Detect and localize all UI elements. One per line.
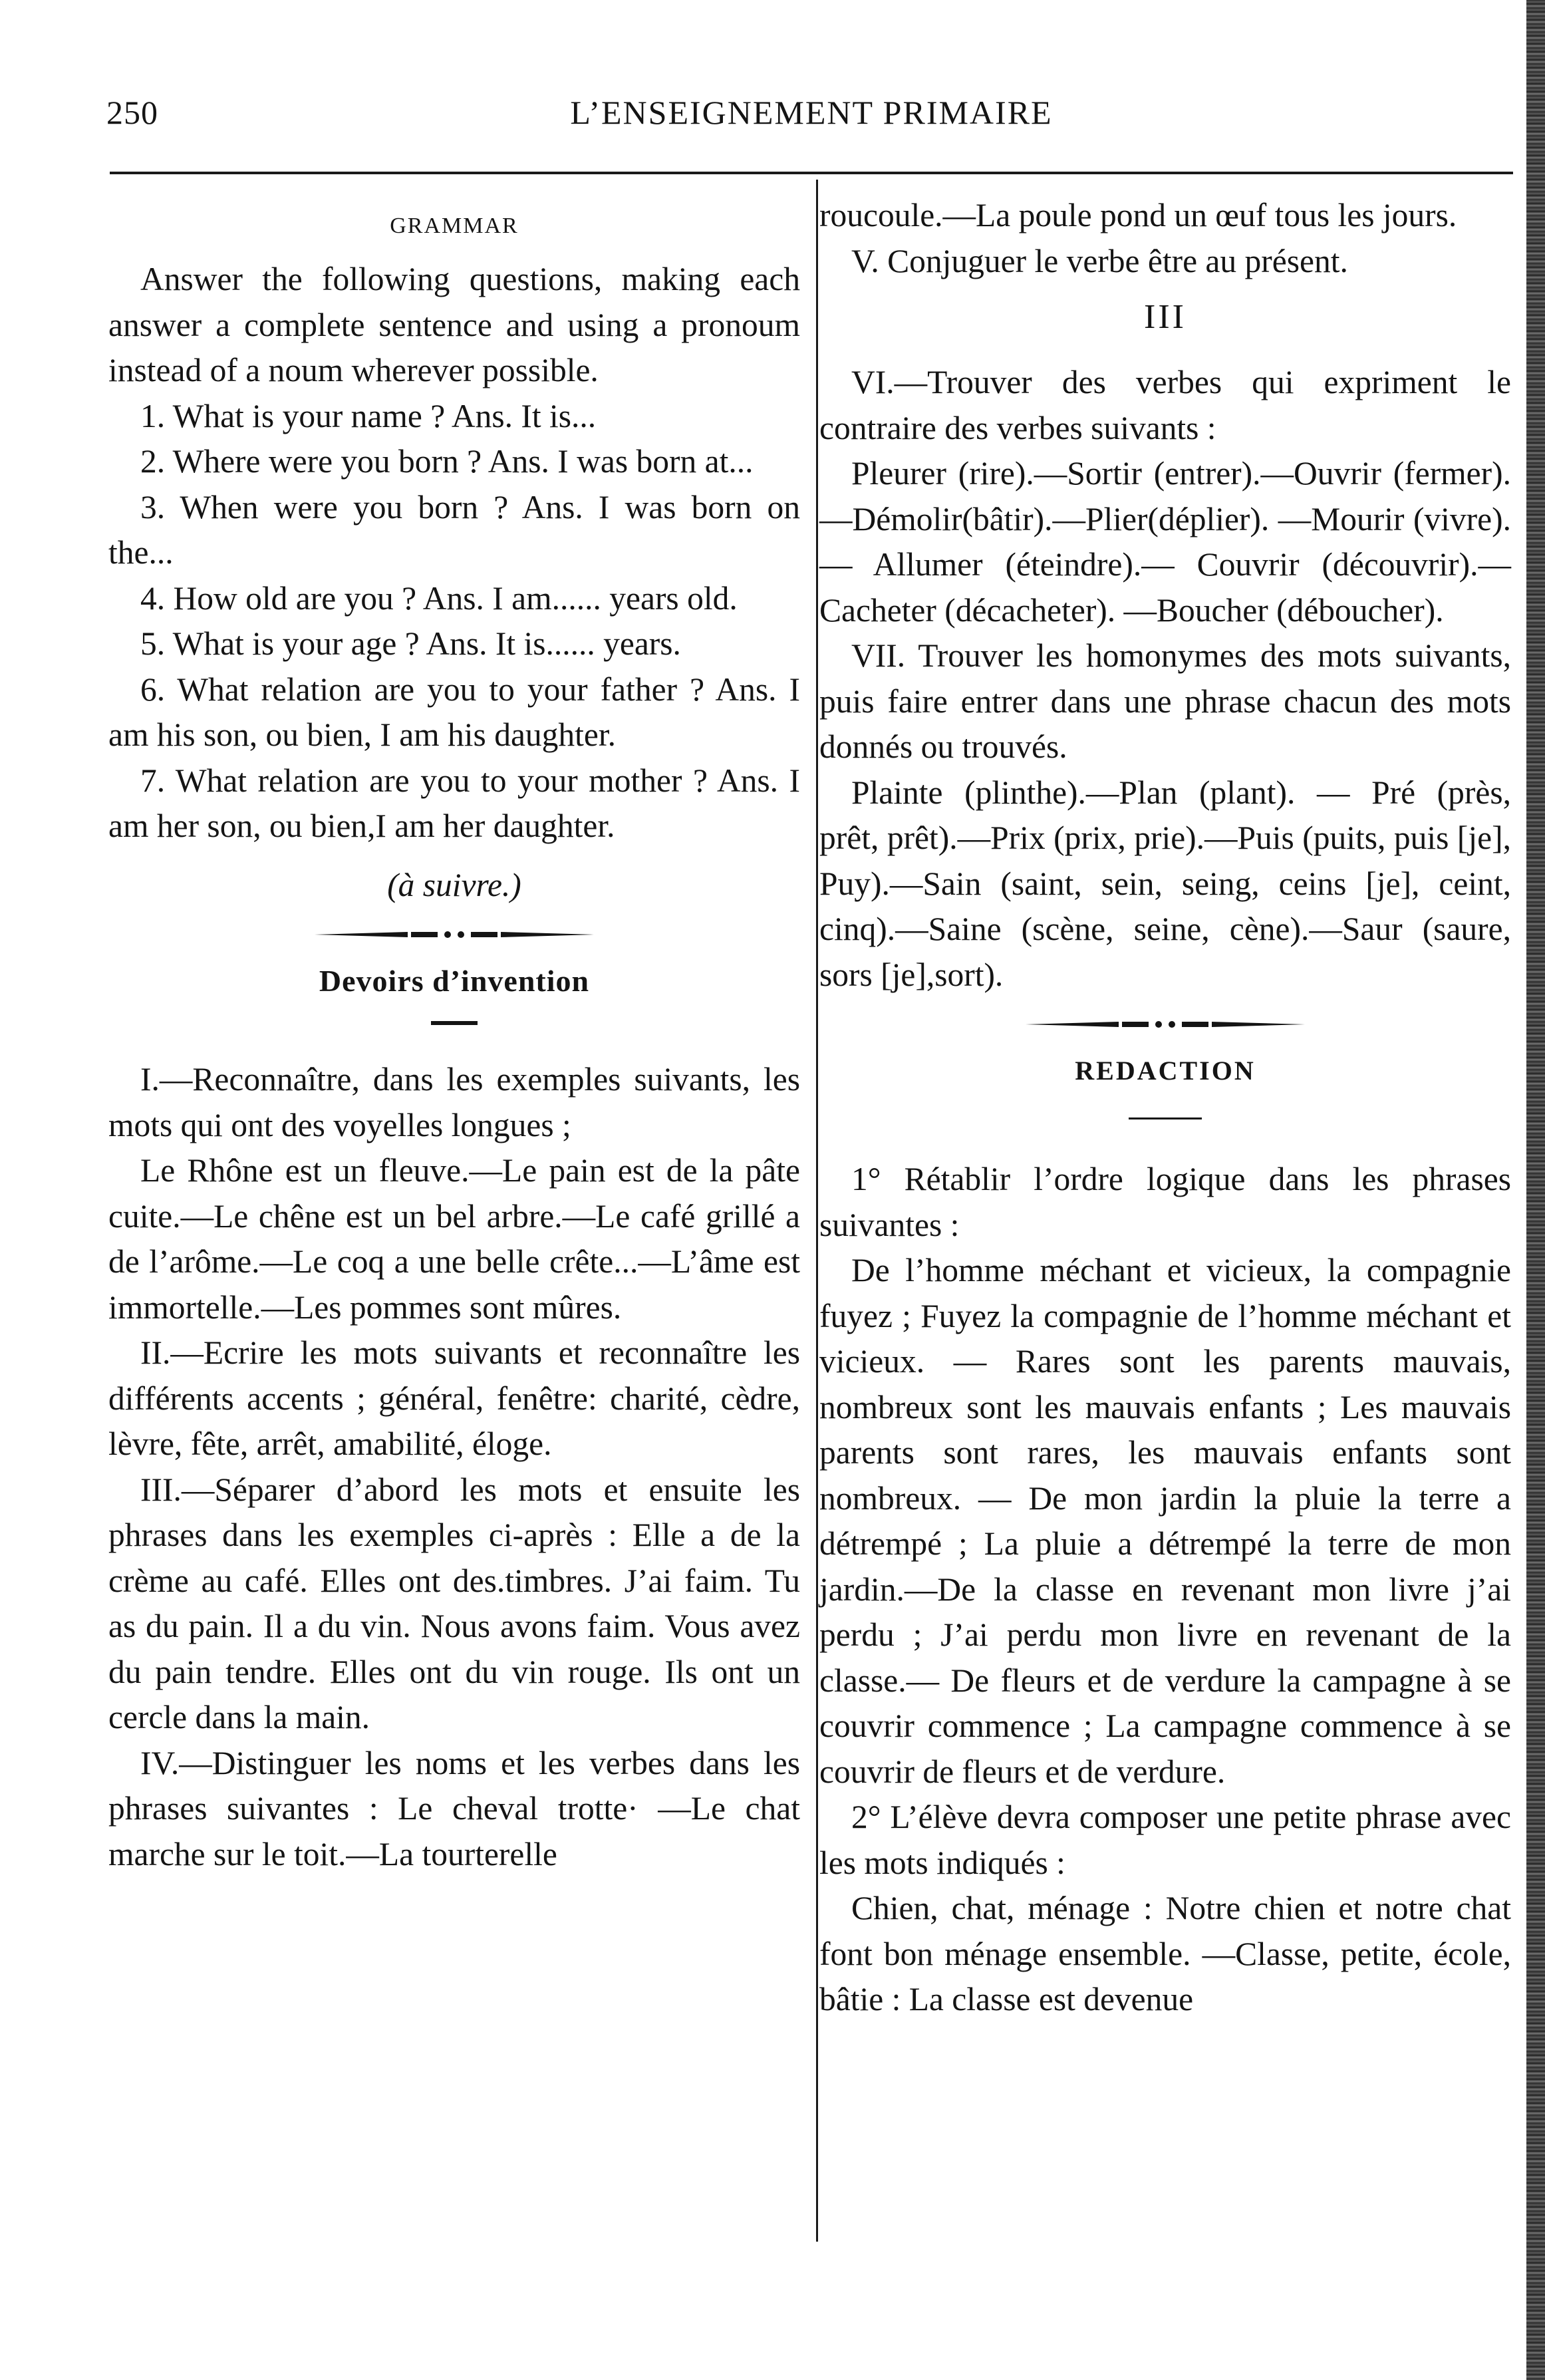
continued-note: (à suivre.) <box>387 866 521 903</box>
exercise-5: V. Conjuguer le verbe être au présent. <box>851 242 1348 279</box>
devoirs-heading: Devoirs d’invention <box>319 964 590 998</box>
page-number: 250 <box>106 94 158 131</box>
grammar-question-1: 1. What is your name ? Ans. It is... <box>140 397 597 434</box>
grammar-question-7: 7. What relation are you to your mother ? Ans. I am her son, ou bien,I am her daughter. <box>108 762 800 844</box>
grammar-question-4: 4. How old are you ? Ans. I am...... years old. <box>140 579 738 617</box>
grammar-question-2: 2. Where were you born ? Ans. I was born at... <box>140 443 754 480</box>
grammar-heading: GRAMMAR <box>390 214 519 238</box>
section-three-heading: III <box>1144 298 1187 336</box>
exercise-4-continued: roucoule.—La poule pond un œuf tous les jours. <box>819 197 1457 233</box>
left-column <box>108 193 800 1877</box>
column-divider <box>816 180 818 2242</box>
exercise-1-instruction: I.—Reconnaître, dans les exemples suivants, les mots qui ont des voyelles longues ; <box>108 1061 800 1143</box>
ornamental-rule <box>1026 1018 1305 1031</box>
exercise-7: VII. Trouver les homonymes des mots suivants, puis faire entrer dans une phrase chacun des mots donnés ou trouvés. <box>819 637 1511 765</box>
header-rule <box>110 172 1513 174</box>
exercise-1-text: Le Rhône est un fleuve.—Le pain est de la pâte cuite.—Le chêne est un bel arbre.—Le café grillé a de l’arôme.—Le coq a une belle crête...—L’âme est immortelle.—Les pommes sont mûres. <box>108 1152 800 1326</box>
exercise-4: IV.—Distinguer les noms et les verbes dans les phrases suivantes : Le cheval trotte· —Le chat marche sur le toit.—La tourterelle <box>108 1744 800 1872</box>
page-edge-scan <box>1526 0 1545 2380</box>
redaction-exercise-2: 2° L’élève devra composer une petite phrase avec les mots indiqués : <box>819 1799 1511 1881</box>
exercise-2: II.—Ecrire les mots suivants et reconnaître les différents accents ; général, fenêtre: charité, cèdre, lèvre, fête, arrêt, amabilité, éloge. <box>108 1334 800 1462</box>
exercise-6-list: Pleurer (rire).—Sortir (entrer).—Ouvrir (fermer).—Démolir(bâtir).—Plier(déplier). —Mourir (vivre). — Allumer (éteindre).— Couvrir (découvrir).—Cacheter (décacheter). —Boucher (déboucher). <box>819 455 1511 629</box>
redaction-heading: REDACTION <box>1075 1056 1256 1086</box>
grammar-question-3: 3. When were you born ? Ans. I was born on the... <box>108 488 800 571</box>
short-rule <box>431 1021 478 1025</box>
grammar-intro: Answer the following questions, making each answer a complete sentence and using a pronoum instead of a noum wherever possible. <box>108 261 800 388</box>
exercise-6: VI.—Trouver des verbes qui expriment le contraire des verbes suivants : <box>819 364 1511 446</box>
running-title: L’ENSEIGNEMENT PRIMAIRE <box>570 94 1053 131</box>
redaction-exercise-2-text: Chien, chat, ménage : Notre chien et notre chat font bon ménage ensemble. —Classe, petite, école, bâtie : La classe est devenue <box>819 1890 1511 2017</box>
page-header <box>106 93 1516 146</box>
right-column <box>819 193 1511 2023</box>
redaction-exercise-1-text: De l’homme méchant et vicieux, la compagnie fuyez ; Fuyez la compagnie de l’homme méchant et vicieux. — Rares sont les parents mauvais, nombreux sont les mauvais enfants ; Les mauvais parents sont rares, les mauvais enfants sont nombreux. — De mon jardin la pluie la terre a détrempé ; La pluie a détrempé la terre de mon jardin.—De la classe en revenant mon livre j’ai perdu ; J’ai perdu mon livre en revenant de la classe.— De fleurs et de verdure la campagne à se couvrir commence ; La campagne commence à se couvrir de fleurs et de verdure. <box>819 1252 1511 1790</box>
ornamental-rule <box>315 928 594 941</box>
exercise-3: III.—Séparer d’abord les mots et ensuite les phrases dans les exemples ci-après : Elle a de la crème au café. Elles ont des.timbres. J’ai faim. Tu as du pain. Il a du vin. Nous avons faim. Vous avez du pain tendre. Elles ont du vin rouge. Ils ont un cercle dans la main. <box>108 1471 800 1735</box>
exercise-7-list: Plainte (plinthe).—Plan (plant). — Pré (près, prêt, prêt).—Prix (prix, prie).—Puis (puits, puis [je], Puy).—Sain (saint, sein, seing, ceins [je], ceint, cinq).—Saine (scène, seine, cène).—Saur (saure, sors [je],sort). <box>819 774 1511 993</box>
grammar-question-5: 5. What is your age ? Ans. It is...... years. <box>140 625 681 662</box>
redaction-exercise-1: 1° Rétablir l’ordre logique dans les phrases suivantes : <box>819 1161 1511 1243</box>
grammar-question-6: 6. What relation are you to your father ? Ans. I am his son, ou bien, I am his daughter. <box>108 670 800 753</box>
short-rule <box>1129 1117 1202 1119</box>
